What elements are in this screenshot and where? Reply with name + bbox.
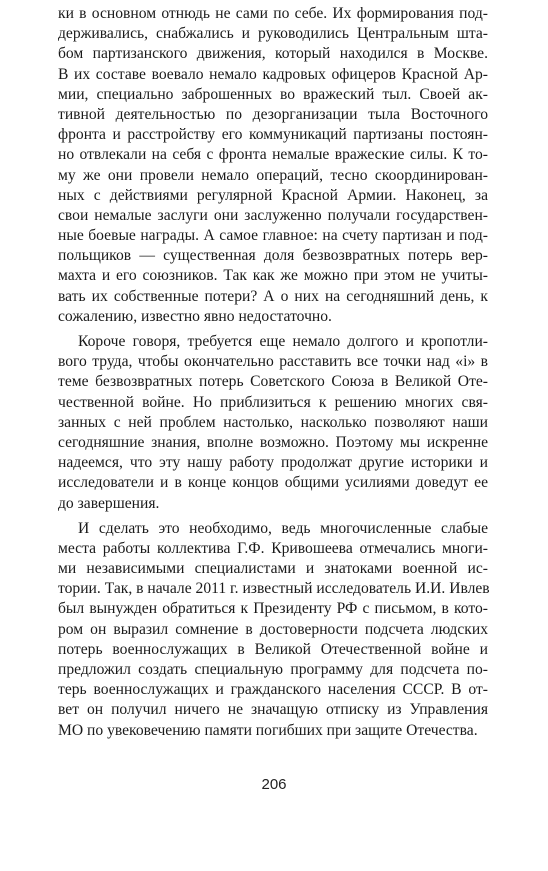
text-line: МО по увековечению памяти погибших при защите Отечества. [58,721,478,739]
text-line: ром он выразил сомнение в достоверности подсчета людских [58,620,488,638]
text-line: фронта и расстройству его коммуникаций партизаны постоян- [58,126,488,144]
text-line: потерь военнослужащих в Великой Отечественной войне и [58,640,488,658]
text-line: терь военнослужащих и гражданского населения СССР. В от- [58,681,488,699]
text-line: вать их собственные потери? А о них на сегодняшний день, к [58,287,488,305]
text-line: И сделать это необходимо, ведь многочисленные слабые [78,519,488,537]
text-line: махта и его союзников. Так как же можно при этом не учиты- [58,267,488,285]
text-line: занных с ней проблем настолько, насколько позволяют наши [58,413,488,431]
text-line: вого труда, чтобы окончательно расставить все точки над «i» в [58,353,488,371]
text-line: но отвлекали на себя с фронта немалые вражеские силы. К то- [58,146,488,164]
text-line: В их составе воевало немало кадровых офицеров Красной Ар- [58,65,488,83]
text-line: польщиков — существенная доля безвозвратных потерь вер- [58,247,488,265]
text-line: теме безвозвратных потерь Советского Союза в Великой Оте- [58,373,488,391]
text-line: тории. Так, в начале 2011 г. известный исследователь И.И. Ивлев [58,580,490,598]
page-number: 206 [261,776,287,793]
text-line: ки в основном отнюдь не сами по себе. Их формирования под- [58,5,488,22]
text-line: мии, специально заброшенных во вражеский тыл. Своей ак- [58,85,488,103]
text-line: ных с действиями регулярной Красной Армии. Наконец, за [58,186,488,204]
text-line: предложил создать специальную программу для подсчета по- [58,661,488,678]
text-line: был вынужден обратиться к Президенту РФ с письмом, в кото- [58,600,488,618]
text-line: бом партизанского движения, который находился в Москве. [58,45,488,63]
text-line: Короче говоря, требуется еще немало долгого и кропотли- [78,333,488,350]
text-line: держивались, снабжались и руководились Центральным шта- [58,25,488,43]
text-line: му же они провели немало операций, тесно скоординирован- [58,166,488,184]
text-line: надеемся, что эту нашу работу продолжат другие историки и [58,454,488,472]
text-line: сожалению, известно явно недостаточно. [58,307,332,325]
paragraph [58,519,488,741]
text-line: места работы коллектива Г.Ф. Кривошеева отмечались многи- [58,539,488,557]
text-line: исследователи и в конце концов общими усилиями доведут ее [58,474,488,492]
text-line: сегодняшние знания, вполне возможно. Поэтому мы искренне [58,433,488,451]
text-line: свои немалые заслуги они заслуженно получали государствен- [58,206,488,224]
text-line: ные боевые награды. А самое главное: на счету партизан и под- [58,227,488,245]
text-line: вет он получил ничего не значащую отписку из Управления [58,701,488,719]
text-line: до завершения. [58,494,160,512]
page-body [58,4,488,741]
text-line: ми независимыми специалистами и знатоками военной ис- [58,560,488,578]
paragraph [58,332,488,514]
paragraph [58,4,488,327]
text-line: чественной войне. Но приблизиться к решению многих свя- [58,393,488,411]
text-line: тивной деятельностью по дезорганизации тыла Восточного [58,105,488,123]
